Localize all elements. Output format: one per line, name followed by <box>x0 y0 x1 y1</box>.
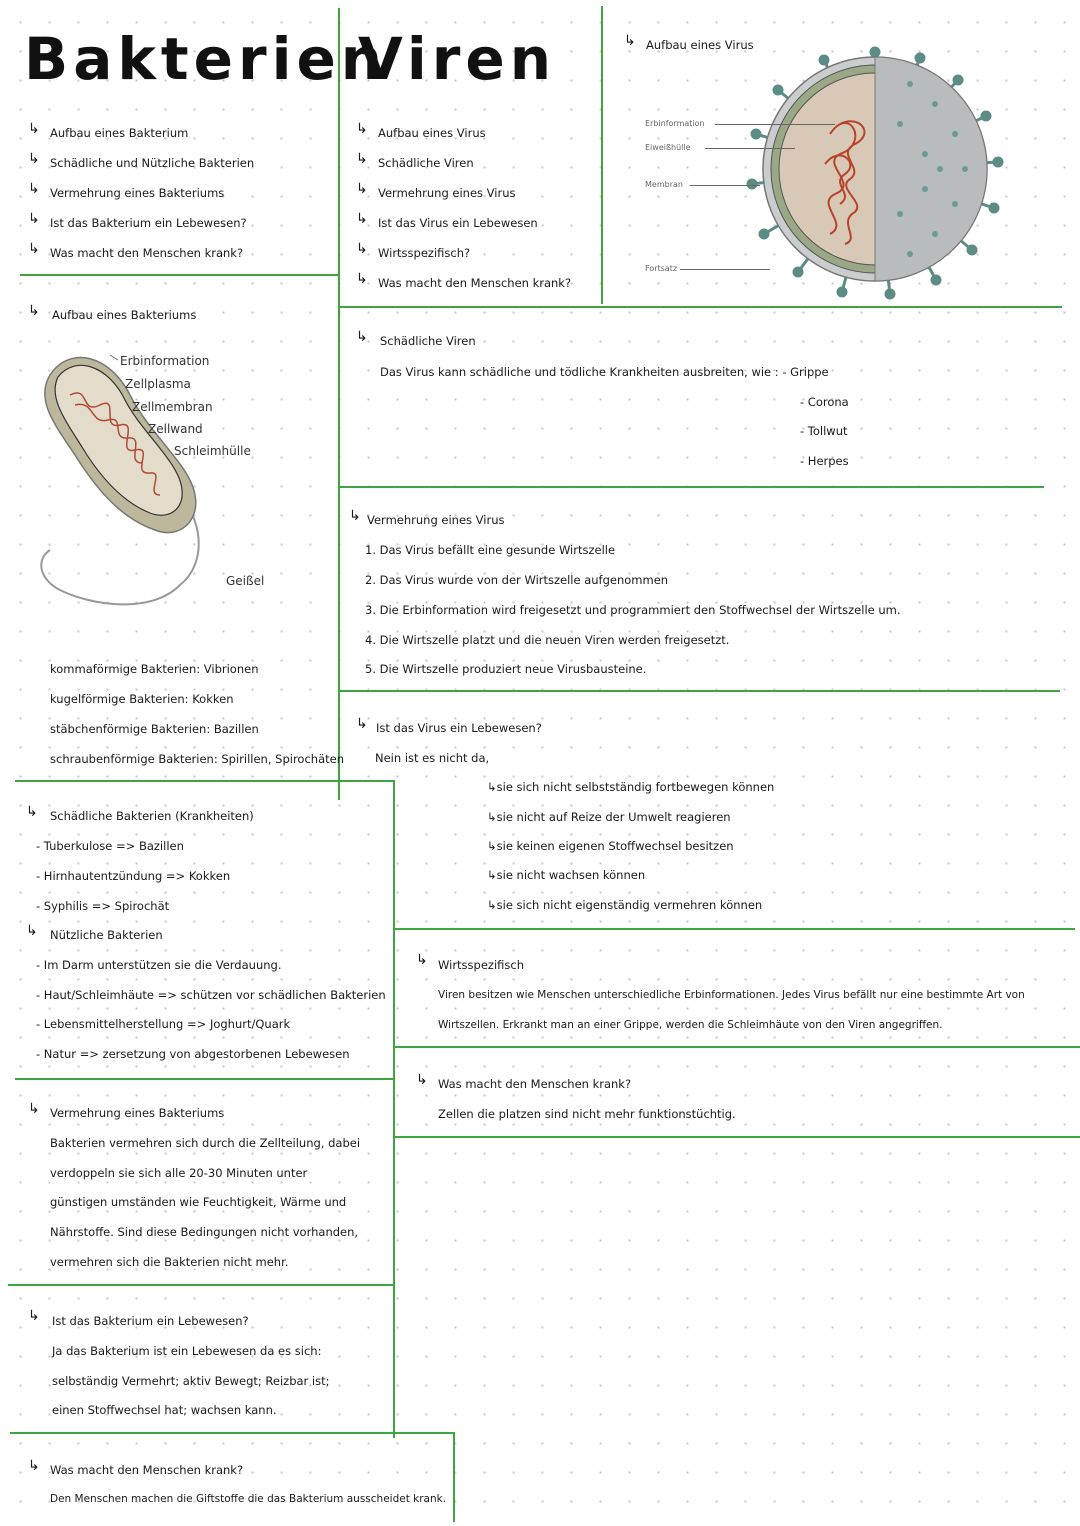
bacteria-benefit: - Natur => zersetzung von abgestorbenen Lebewesen <box>36 1047 350 1061</box>
vermehrung-bakterium-line: Bakterien vermehren sich durch die Zellteilung, dabei <box>50 1136 361 1150</box>
vermehrung-virus-step: 4. Die Wirtszelle platzt und die neuen Viren werden freigesetzt. <box>365 633 730 647</box>
toc-item: Aufbau eines Virus <box>378 126 486 140</box>
schaedliche-bakterien-heading: Schädliche Bakterien (Krankheiten) <box>50 809 254 823</box>
virus-disease: - Corona <box>800 395 849 409</box>
bakterium-lebewesen-line: Ja das Bakterium ist ein Lebewesen da es sich: <box>52 1344 322 1358</box>
divider <box>15 1078 395 1080</box>
virus-label: Erbinformation <box>645 119 705 128</box>
toc-item: Was macht den Menschen krank? <box>50 246 244 260</box>
divider <box>15 780 395 782</box>
bacteria-form: schraubenförmige Bakterien: Spirillen, Spirochäten <box>50 752 344 766</box>
bakterium-lebewesen-line: selbständig Vermehrt; aktiv Bewegt; Reizbar ist; <box>52 1374 330 1388</box>
arrow-icon: ↳ <box>28 1458 40 1474</box>
bacterium-label: Schleimhülle <box>174 444 251 458</box>
toc-item: Ist das Virus ein Lebewesen <box>378 216 538 230</box>
vermehrung-virus-step: 3. Die Erbinformation wird freigesetzt und programmiert den Stoffwechsel der Wirtszelle um. <box>365 603 901 617</box>
virus-diagram-icon <box>740 44 1010 304</box>
bacteria-disease: - Tuberkulose => Bazillen <box>36 839 184 853</box>
virus-lebewesen-heading: Ist das Virus ein Lebewesen? <box>376 721 542 735</box>
bacterium-label: Zellmembran <box>132 400 213 414</box>
leader-line <box>690 185 760 186</box>
virus-lebewesen-reason: ↳sie nicht wachsen können <box>487 868 646 882</box>
vermehrung-virus-step: 1. Das Virus befällt eine gesunde Wirtszelle <box>365 543 616 557</box>
toc-item: Vermehrung eines Bakteriums <box>50 186 225 200</box>
title-bakterien: Bakterien <box>24 25 388 93</box>
arrow-icon: ↳ <box>28 1101 40 1117</box>
divider <box>8 1284 395 1286</box>
divider <box>338 8 340 800</box>
virus-label: Fortsatz <box>645 264 678 273</box>
virus-lebewesen-reason: ↳sie sich nicht eigenständig vermehren können <box>487 898 763 912</box>
virus-disease: - Tollwut <box>800 424 848 438</box>
virus-lebewesen-reason: ↳sie nicht auf Reize der Umwelt reagieren <box>487 810 731 824</box>
arrow-icon: ↳ <box>356 241 368 257</box>
bakterium-krank-heading: Was macht den Menschen krank? <box>50 1463 244 1477</box>
arrow-icon: ↳ <box>356 151 368 167</box>
bakterium-krank-text: Den Menschen machen die Giftstoffe die das Bakterium ausscheidet krank. <box>50 1493 447 1505</box>
virus-lebewesen-answer: Nein ist es nicht da, <box>375 751 490 765</box>
virus-aufbau-heading: Aufbau eines Virus <box>646 38 754 52</box>
toc-item: Vermehrung eines Virus <box>378 186 516 200</box>
arrow-icon: ↳ <box>349 508 361 524</box>
wirtsspezifisch-line: Wirtszellen. Erkrankt man an einer Grippe, werden die Schleimhäute von den Viren angegriffen. <box>438 1019 943 1031</box>
arrow-icon: ↳ <box>26 923 38 939</box>
bacterium-label: Zellwand <box>148 422 203 436</box>
arrow-icon: ↳ <box>356 181 368 197</box>
arrow-icon: ↳ <box>26 804 38 820</box>
arrow-icon: ↳ <box>356 329 368 345</box>
leader-line <box>705 148 795 149</box>
divider <box>393 780 395 1438</box>
arrow-icon: ↳ <box>416 1072 428 1088</box>
arrow-icon: ↳ <box>28 1308 40 1324</box>
divider <box>338 690 1060 692</box>
bacteria-disease: - Hirnhautentzündung => Kokken <box>36 869 231 883</box>
bacteria-form: stäbchenförmige Bakterien: Bazillen <box>50 722 259 736</box>
bacterium-label-geissel: Geißel <box>226 574 265 588</box>
bacteria-form: kugelförmige Bakterien: Kokken <box>50 692 234 706</box>
wirtsspezifisch-line: Viren besitzen wie Menschen unterschiedliche Erbinformationen. Jedes Virus befällt nur eine bestimmte Art von <box>438 989 1025 1001</box>
arrow-icon: ↳ <box>624 33 636 49</box>
arrow-icon: ↳ <box>356 121 368 137</box>
divider <box>338 306 1062 308</box>
bacteria-disease: - Syphilis => Spirochät <box>36 899 170 913</box>
arrow-icon: ↳ <box>416 952 428 968</box>
toc-item: Schädliche und Nützliche Bakterien <box>50 156 255 170</box>
bakterium-lebewesen-heading: Ist das Bakterium ein Lebewesen? <box>52 1314 249 1328</box>
bacterium-label: Zellplasma <box>125 377 191 391</box>
toc-item: Aufbau eines Bakterium <box>50 126 189 140</box>
toc-item: Ist das Bakterium ein Lebewesen? <box>50 216 247 230</box>
arrow-icon: ↳ <box>28 303 40 319</box>
arrow-icon: ↳ <box>28 211 40 227</box>
arrow-icon: ↳ <box>28 151 40 167</box>
vermehrung-virus-step: 5. Die Wirtszelle produziert neue Virusbausteine. <box>365 662 647 676</box>
leader-line <box>680 269 770 270</box>
arrow-icon: ↳ <box>28 121 40 137</box>
divider <box>601 6 603 304</box>
vermehrung-bakterium-line: günstigen umständen wie Feuchtigkeit, Wärme und <box>50 1195 347 1209</box>
schaedliche-viren-heading: Schädliche Viren <box>380 334 476 348</box>
vermehrung-bakterium-line: verdoppeln sie sich alle 20-30 Minuten unter <box>50 1166 308 1180</box>
toc-item: Wirtsspezifisch? <box>378 246 471 260</box>
divider <box>453 1432 455 1522</box>
arrow-icon: ↳ <box>356 211 368 227</box>
arrow-icon: ↳ <box>356 716 368 732</box>
toc-item: Was macht den Menschen krank? <box>378 276 572 290</box>
title-viren: Viren <box>358 25 556 93</box>
divider <box>20 274 338 276</box>
schaedliche-viren-text: Das Virus kann schädliche und tödliche Krankheiten ausbreiten, wie : - Grippe <box>380 365 829 379</box>
divider <box>393 928 1075 930</box>
vermehrung-bakterium-heading: Vermehrung eines Bakteriums <box>50 1106 225 1120</box>
vermehrung-bakterium-line: Nährstoffe. Sind diese Bedingungen nicht vorhanden, <box>50 1225 359 1239</box>
divider <box>338 486 1044 488</box>
wirtsspezifisch-heading: Wirtsspezifisch <box>438 958 524 972</box>
bacteria-benefit: - Lebensmittelherstellung => Joghurt/Quark <box>36 1017 291 1031</box>
bacterium-label: Erbinformation <box>120 354 210 368</box>
divider <box>10 1432 454 1434</box>
virus-label: Eiweißhülle <box>645 143 691 152</box>
divider <box>393 1046 1080 1048</box>
virus-krank-heading: Was macht den Menschen krank? <box>438 1077 632 1091</box>
arrow-icon: ↳ <box>356 271 368 287</box>
leader-line <box>715 124 835 125</box>
virus-lebewesen-reason: ↳sie sich nicht selbstständig fortbewegen können <box>487 780 775 794</box>
divider <box>393 1136 1080 1138</box>
bakterium-aufbau-heading: Aufbau eines Bakteriums <box>52 308 197 322</box>
vermehrung-virus-heading: Vermehrung eines Virus <box>367 513 505 527</box>
virus-lebewesen-reason: ↳sie keinen eigenen Stoffwechsel besitzen <box>487 839 734 853</box>
virus-disease: - Herpes <box>800 454 849 468</box>
vermehrung-bakterium-line: vermehren sich die Bakterien nicht mehr. <box>50 1255 289 1269</box>
bacteria-benefit: - Haut/Schleimhäute => schützen vor schädlichen Bakterien <box>36 988 386 1002</box>
arrow-icon: ↳ <box>28 181 40 197</box>
nuetzliche-bakterien-heading: Nützliche Bakterien <box>50 928 163 942</box>
toc-item: Schädliche Viren <box>378 156 474 170</box>
bacteria-form: kommaförmige Bakterien: Vibrionen <box>50 662 259 676</box>
bacteria-benefit: - Im Darm unterstützen sie die Verdauung. <box>36 958 282 972</box>
vermehrung-virus-step: 2. Das Virus wurde von der Wirtszelle aufgenommen <box>365 573 669 587</box>
bakterium-lebewesen-line: einen Stoffwechsel hat; wachsen kann. <box>52 1403 277 1417</box>
arrow-icon: ↳ <box>28 241 40 257</box>
virus-label: Membran <box>645 180 683 189</box>
virus-krank-text: Zellen die platzen sind nicht mehr funktionstüchtig. <box>438 1107 736 1121</box>
